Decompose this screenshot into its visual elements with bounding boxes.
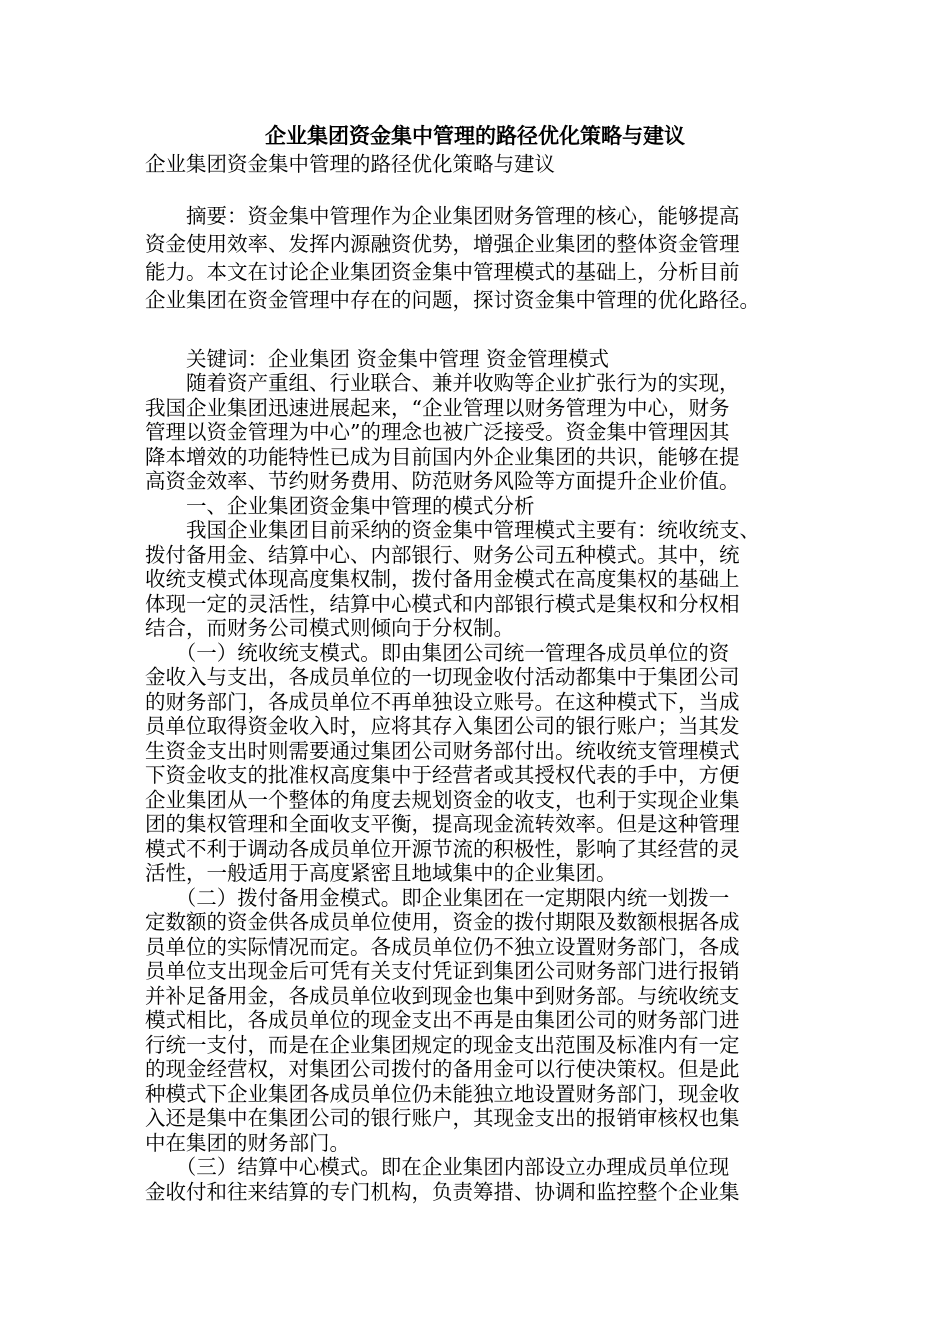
keywords-line — [145, 347, 807, 372]
body-line: 高资金效率、节约财务费用、防范财务风险等方面提升企业价值。 — [145, 469, 740, 493]
abstract-paragraph — [145, 202, 807, 314]
body-line: 种模式下企业集团各成员单位仍未能独立地设置财务部门，现金收 — [145, 1081, 740, 1106]
body-line: 入还是集中在集团公司的银行账户，其现金支出的报销审核权也集 — [145, 1106, 740, 1130]
section-heading: 一、企业集团资金集中管理的模式分析 — [145, 493, 535, 518]
document-title: 企业集团资金集中管理的路径优化策略与建议 — [265, 124, 685, 148]
body-line: （二）拨付备用金模式。即企业集团在一定期限内统一划拨一 — [145, 885, 730, 910]
body-line: 企业集团从一个整体的角度去规划资金的收支，也利于实现企业集 — [145, 787, 740, 812]
body-line: 生资金支出时则需要通过集团公司财务部付出。统收统支管理模式 — [145, 738, 740, 763]
body-line: 行统一支付，而是在企业集团规定的现金支出范围及标准内有一定 — [145, 1032, 740, 1057]
body-line: 员单位取得资金收入时，应将其存入集团公司的银行账户；当其发 — [145, 714, 740, 738]
body-line: （三）结算中心模式。即在企业集团内部设立办理成员单位现 — [145, 1155, 730, 1179]
body-line: 活性，一般适用于高度紧密且地域集中的企业集团。 — [145, 861, 617, 885]
body-line: 员单位的实际情况而定。各成员单位仍不独立设置财务部门，各成 — [145, 934, 740, 959]
body-line: 员单位支出现金后可凭有关支付凭证到集团公司财务部门进行报销 — [145, 959, 740, 983]
body-line: （一）统收统支模式。即由集团公司统一管理各成员单位的资 — [145, 640, 730, 665]
abstract-line: 摘要：资金集中管理作为企业集团财务管理的核心，能够提高 — [145, 204, 740, 228]
body-line: 模式相比，各成员单位的现金支出不再是由集团公司的财务部门进 — [145, 1008, 740, 1032]
body-text — [145, 371, 807, 1204]
body-line: 模式不利于调动各成员单位开源节流的积极性，影响了其经营的灵 — [145, 836, 740, 861]
body-line: 收统支模式体现高度集权制，拨付备用金模式在高度集权的基础上 — [145, 567, 740, 591]
body-line: 我国企业集团目前采纳的资金集中管理模式主要有：统收统支、 — [145, 518, 760, 542]
body-line: 我国企业集团迅速进展起来，“企业管理以财务管理为中心，财务 — [145, 395, 730, 420]
body-line: 并补足备用金，各成员单位收到现金也集中到财务部。与统收统支 — [145, 983, 740, 1008]
body-line: 管理以资金管理为中心”的理念也被广泛接受。资金集中管理因其 — [145, 420, 730, 444]
body-line: 体现一定的灵活性，结算中心模式和内部银行模式是集权和分权相 — [145, 591, 740, 616]
document-subtitle: 企业集团资金集中管理的路径优化策略与建议 — [145, 152, 555, 176]
body-line: 金收入与支出，各成员单位的一切现金收付活动都集中于集团公司 — [145, 665, 740, 689]
body-line: 的现金经营权，对集团公司拨付的备用金可以行使决策权。但是此 — [145, 1057, 740, 1081]
body-line: 下资金收支的批准权高度集中于经营者或其授权代表的手中，方便 — [145, 763, 740, 787]
body-line: 拨付备用金、结算中心、内部银行、财务公司五种模式。其中，统 — [145, 542, 740, 567]
abstract-line: 企业集团在资金管理中存在的问题，探讨资金集中管理的优化路径。 — [145, 288, 760, 312]
body-line: 降本增效的功能特性已成为目前国内外企业集团的共识，能够在提 — [145, 444, 740, 469]
body-line: 金收付和往来结算的专门机构，负责筹措、协调和监控整个企业集 — [145, 1179, 740, 1204]
abstract-line: 能力。本文在讨论企业集团资金集中管理模式的基础上，分析目前 — [145, 260, 740, 284]
body-line: 定数额的资金供各成员单位使用，资金的拨付期限及数额根据各成 — [145, 910, 740, 934]
body-line: 结合，而财务公司模式则倾向于分权制。 — [145, 616, 514, 640]
body-line: 随着资产重组、行业联合、兼并收购等企业扩张行为的实现， — [145, 371, 740, 395]
body-line: 的财务部门，各成员单位不再单独设立账号。在这种模式下，当成 — [145, 689, 740, 714]
keywords-text: 关键词：企业集团 资金集中管理 资金管理模式 — [145, 347, 610, 371]
abstract-line: 资金使用效率、发挥内源融资优势，增强企业集团的整体资金管理 — [145, 232, 740, 256]
body-line: 中在集团的财务部门。 — [145, 1130, 350, 1155]
body-line: 团的集权管理和全面收支平衡，提高现金流转效率。但是这种管理 — [145, 812, 740, 836]
